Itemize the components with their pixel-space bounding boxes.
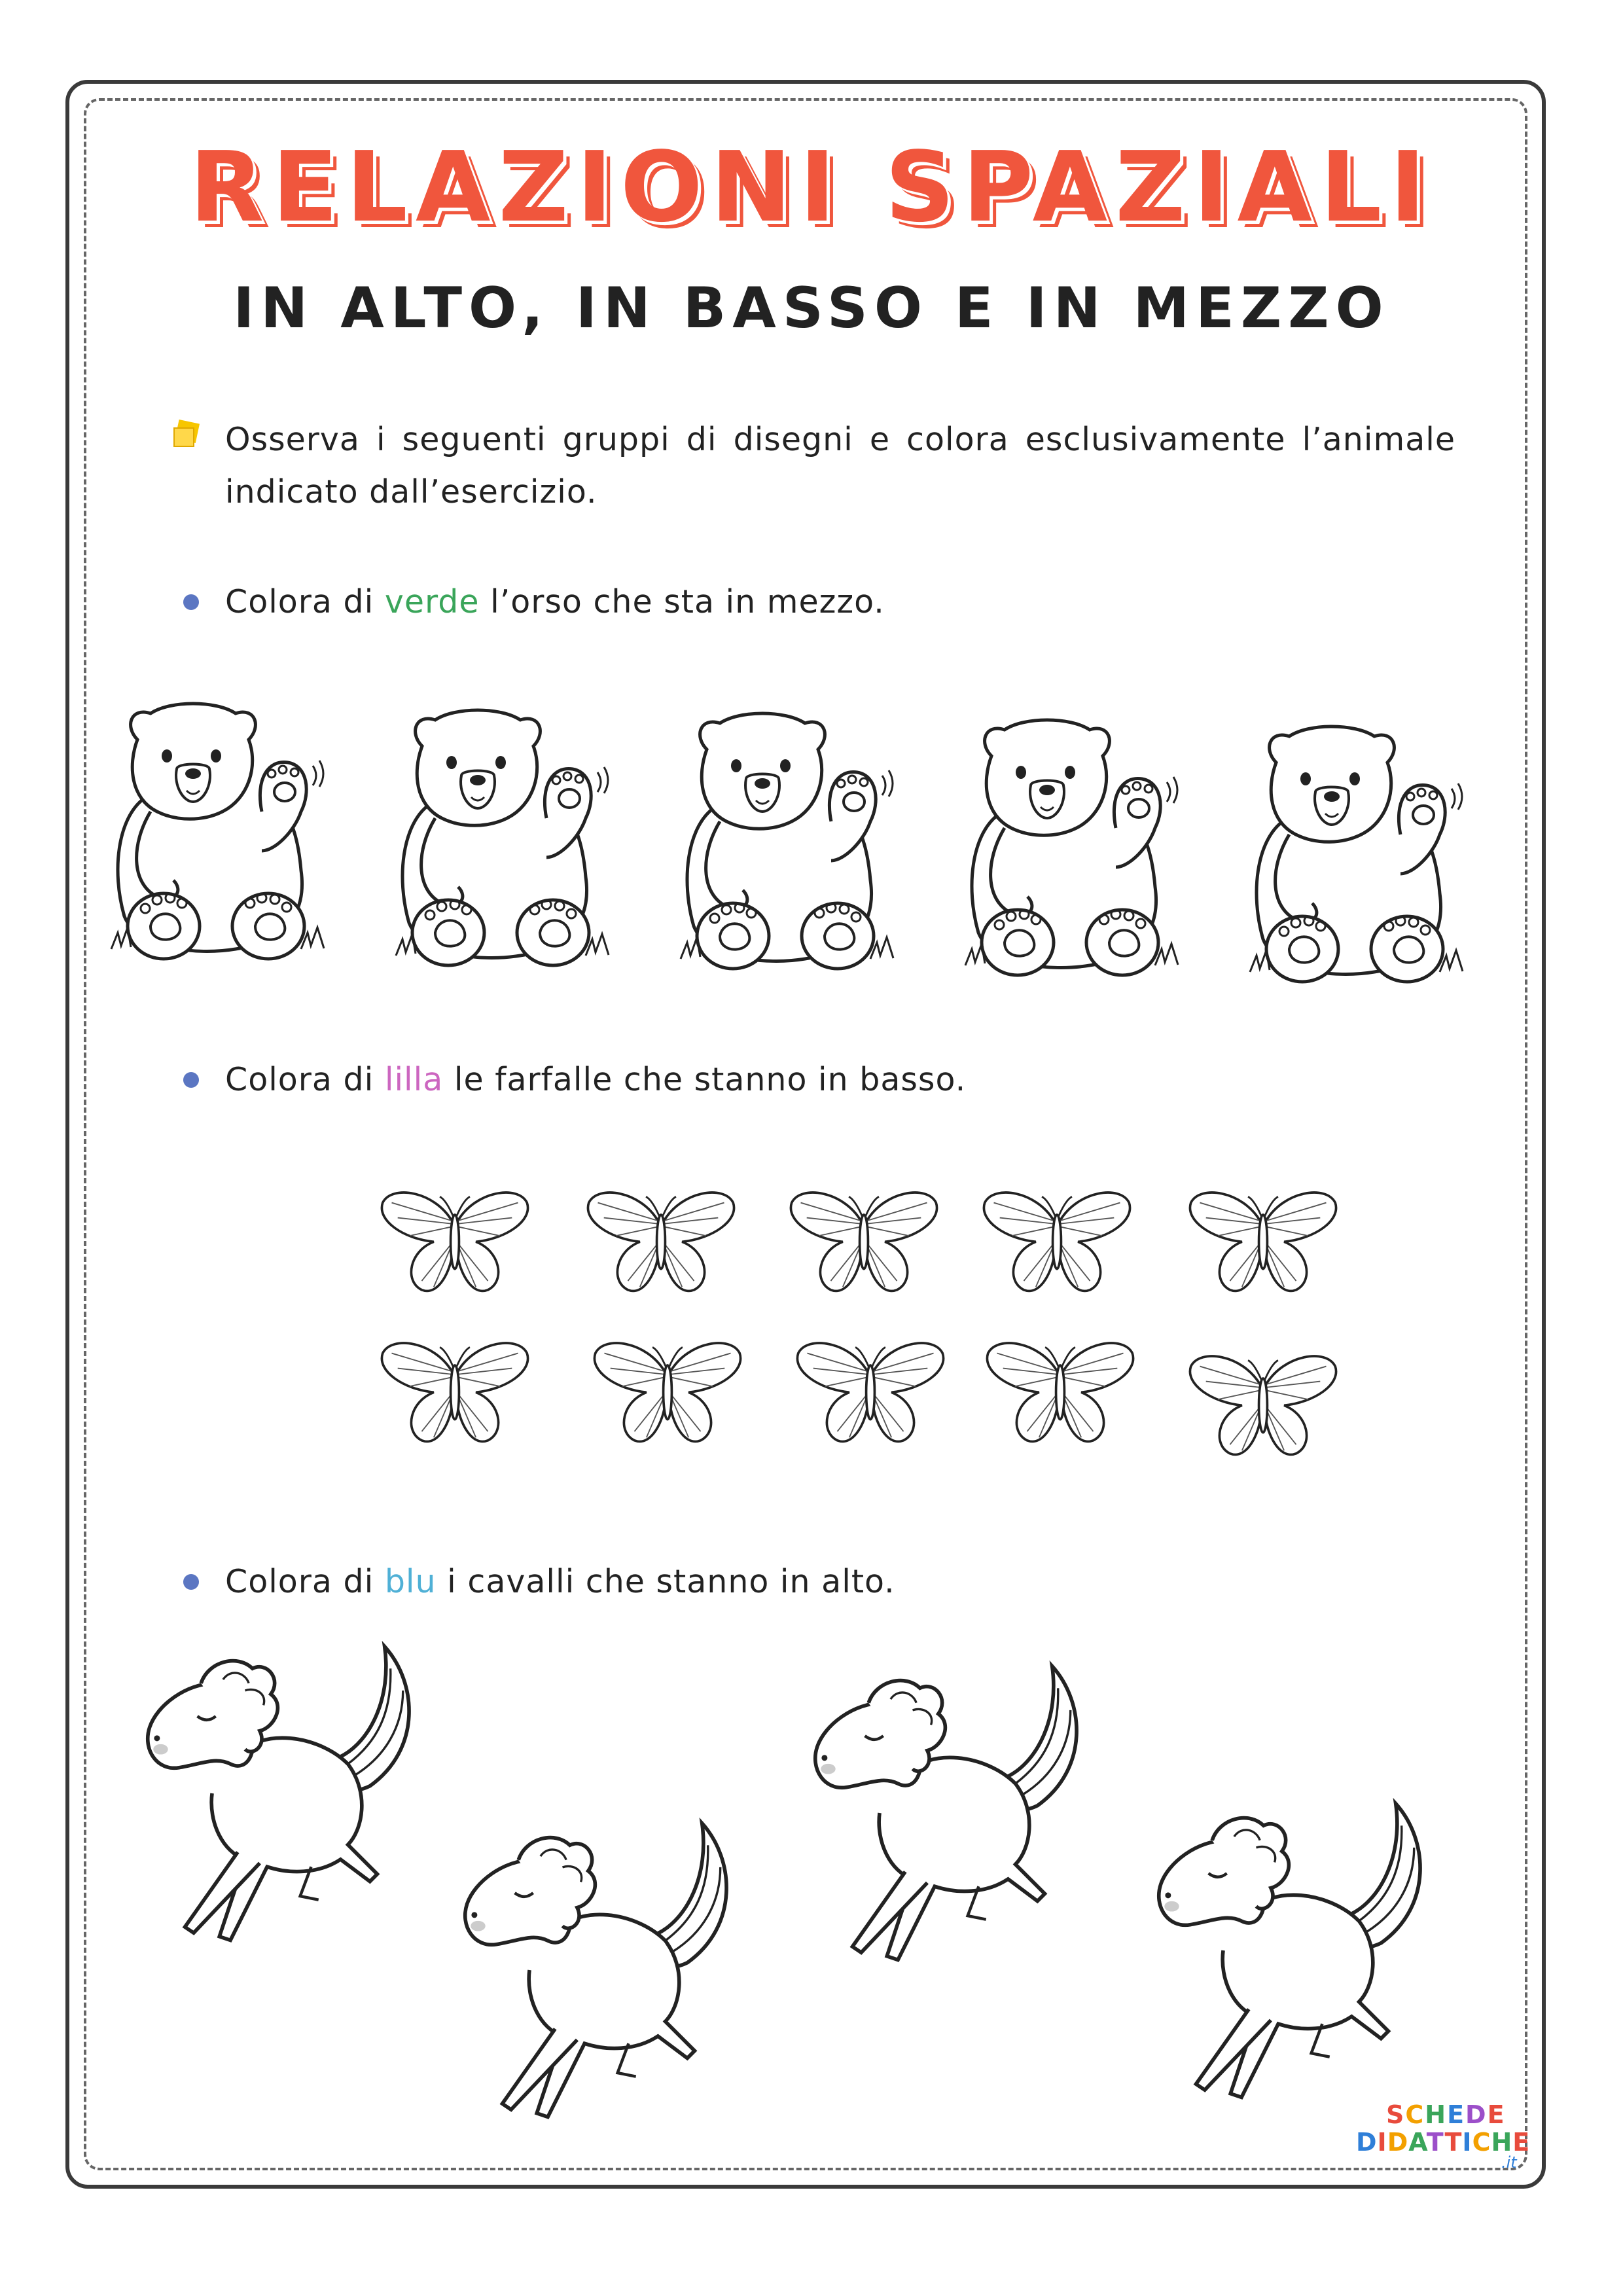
task-bears bbox=[225, 583, 885, 622]
butterfly-icon bbox=[592, 1335, 743, 1446]
horse-icon bbox=[445, 1813, 746, 2127]
butterfly-icon bbox=[1188, 1348, 1338, 1460]
page-subtitle: IN ALTO, IN BASSO E IN MEZZO bbox=[233, 276, 1390, 341]
bear-icon bbox=[674, 710, 910, 985]
task-bullet bbox=[183, 1574, 199, 1590]
butterfly-icon bbox=[1188, 1185, 1338, 1296]
task-text-prefix: Colora di bbox=[225, 1563, 385, 1600]
butterfly-icon bbox=[586, 1185, 736, 1296]
horse-icon bbox=[128, 1636, 429, 1950]
butterfly-icon bbox=[795, 1335, 946, 1446]
bear-icon bbox=[389, 707, 625, 982]
logo-suffix: .it bbox=[1501, 2153, 1517, 2172]
task-horses bbox=[225, 1562, 895, 1602]
page-title: RELAZIONI SPAZIALI bbox=[189, 131, 1434, 243]
horse-icon bbox=[795, 1656, 1096, 1970]
butterfly-icon bbox=[789, 1185, 939, 1296]
task-color-word: verde bbox=[384, 583, 480, 620]
task-text-suffix: le farfalle che stanno in basso. bbox=[443, 1061, 967, 1098]
task-text-suffix: i cavalli che stanno in alto. bbox=[436, 1563, 895, 1600]
task-bullet bbox=[183, 1072, 199, 1088]
task-bullet bbox=[183, 594, 199, 610]
task-text-suffix: l’orso che sta in mezzo. bbox=[479, 583, 885, 620]
task-text-prefix: Colora di bbox=[225, 1061, 385, 1098]
butterfly-icon bbox=[380, 1185, 530, 1296]
task-butterflies bbox=[225, 1060, 966, 1100]
bear-icon bbox=[1243, 723, 1479, 998]
sticky-note-icon bbox=[171, 419, 203, 450]
task-color-word: blu bbox=[384, 1563, 437, 1600]
task-text-prefix: Colora di bbox=[225, 583, 385, 620]
bear-icon bbox=[105, 700, 340, 975]
butterfly-icon bbox=[982, 1185, 1132, 1296]
schede-didattiche-logo: SCHEDE DIDATTICHE .it bbox=[1356, 2100, 1531, 2172]
butterfly-icon bbox=[380, 1335, 530, 1446]
instruction-text: Osserva i seguenti gruppi di disegni e colora esclusivamente l’animale indicato dall’esercizio. bbox=[225, 421, 1455, 511]
task-color-word: lilla bbox=[384, 1061, 444, 1098]
bear-icon bbox=[959, 717, 1194, 992]
horse-icon bbox=[1139, 1793, 1440, 2108]
butterfly-icon bbox=[985, 1335, 1135, 1446]
